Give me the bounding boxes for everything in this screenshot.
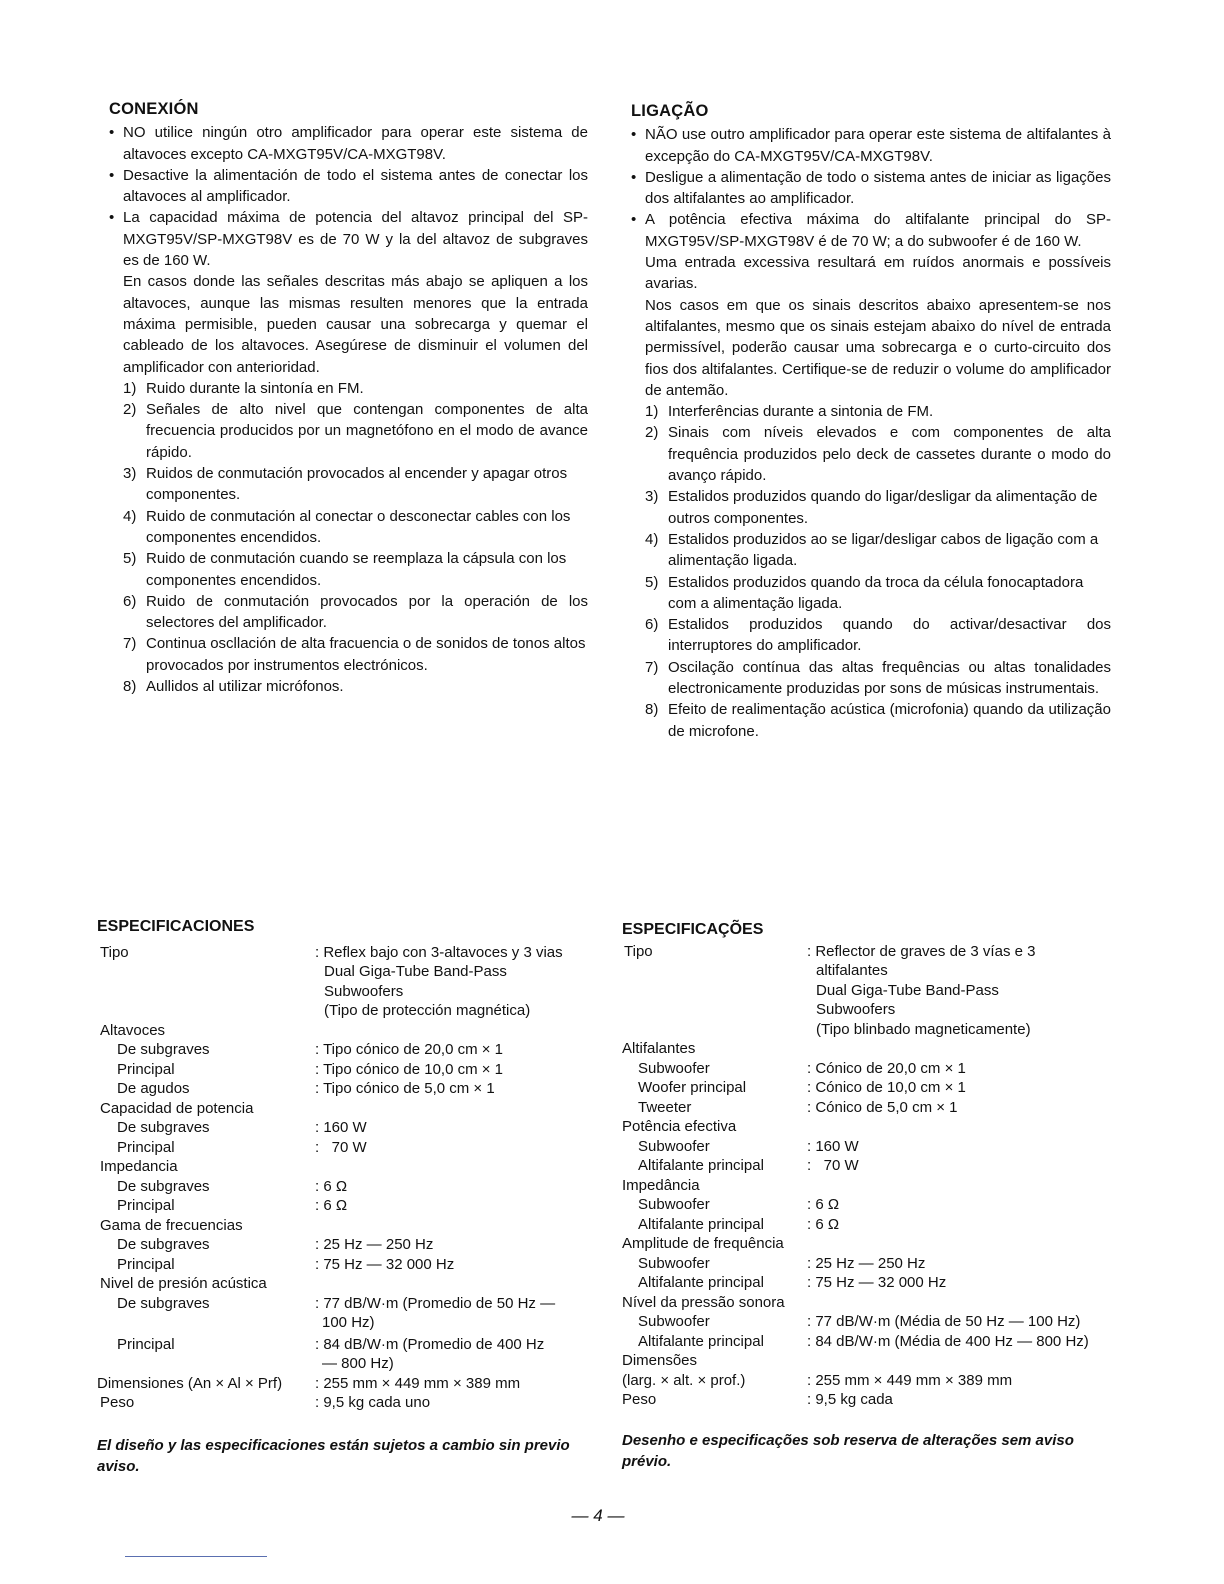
ligacao-item-7: 7) Oscilação contínua das altas frequências ou altas tonalidades electronicamente produzidas por sons de músicas instrumentais. (645, 658, 1111, 698)
ligacao-item-2: 2) Sinais com níveis elevados e com componentes de alta frequência produzidos pelo deck de cassetes durante o modo do avanço rápido. (645, 424, 1111, 485)
spec-pt-impedancia: Impedância (622, 1176, 700, 1194)
spec-es-tipo: Tipo : Reflex bajo con 3-altavoces y 3 vias Dual Giga-Tube Band-Pass Subwoofers (Tipo de protección magnética) (100, 943, 563, 1019)
spec-pt-section: ESPECIFICAÇÕES Tipo : Reflector de graves de 3 vías e 3 altifalantes Dual Giga-Tube Band-Pass Subwoofers (Tipo blinbado magneticamente) Altifalantes Subwoofer : Cónico de 20,0 cm × 1 Woofer principal : Cónico de 10,0 cm × 1 Tweeter : Cónico de 5,0 cm × 1 Potência efectiva Subwoofer : 160 W Altifalante principal : 70 W Impedância Subwoofer : 6 Ω Altifalante principal : 6 Ω Amplitude de frequência Subwoofer : 25 Hz — 250 Hz Altifalante principal : 75 Hz — 32 000 Hz Nível da pressão sonora Subwoofer : 77 dB/W·m (Média de 50 Hz — 100 Hz) Altifalante principal : 84 dB/W·m (Média de 400 Hz — 800 Hz) Dimensões (larg. × alt. × prof.) : 255 mm × 449 mm × 389 mm Peso : 9,5 kg cada Desenho e especificações sob reserva de alterações sem aviso prévio. (622, 920, 1112, 1472)
conexion-item-2: 2) Señales de alto nivel que contengan componentes de alta frecuencia producidos por un magnetófono en el modo de avance rápido. (123, 401, 588, 461)
spec-pt-tipo: Tipo : Reflector de graves de 3 vías e 3 altifalantes Dual Giga-Tube Band-Pass Subwoofers (Tipo blinbado magneticamente) (624, 942, 1036, 1038)
spec-es-nivel: Nivel de presión acústica (100, 1275, 267, 1292)
spec-pt-amplitude: Amplitude de frequência (622, 1235, 784, 1252)
spec-es-note: El diseño y las especificaciones están sujetos a cambio sin previo aviso. (97, 1436, 570, 1475)
ligacao-item-3: 3) Estalidos produzidos quando do ligar/desligar da alimentação de outros componentes. (645, 488, 1098, 527)
ligacao-item-4: 4) Estalidos produzidos ao se ligar/desligar cabos de ligação com a alimentação ligada. (645, 530, 1099, 570)
ligacao-title: LIGAÇÃO (631, 102, 709, 120)
spec-es-altavoces: Altavoces (100, 1021, 166, 1039)
ligacao-list (628, 401, 1111, 742)
ligacao-bullet-3: • A potência efectiva máxima do altifalante principal do SP-MXGT95V/SP-MXGT98V é de 70 W; a do subwoofer é de 160 W. (628, 209, 1111, 252)
ligacao-paragraph-1: Uma entrada excessiva resultará em ruídos anormais e possíveis avarias. (645, 254, 1111, 293)
spec-pt-potencia: Potência efectiva (622, 1118, 737, 1135)
conexion-item-8: 8) Aullidos al utilizar micrófonos. (123, 678, 344, 696)
ligacao-paragraph-2: Nos casos em que os sinais descritos abaixo apresentem-se nos altifalantes, mesmo que os sinais estejam abaixo do nível de entrada permissível, poderão causar uma sobrecarga e o curto-circuito dos fios dos altifalantes. Certifique-se de reduzir o volume do amplificador de antemão. (645, 296, 1111, 399)
ligacao-item-6: 6) Estalidos produzidos quando do activar/desactivar dos interruptores do amplificador. (645, 616, 1111, 655)
conexion-item-1: 1) Ruido durante la sintonía en FM. (123, 379, 364, 397)
spec-pt-title: ESPECIFICAÇÕES (622, 921, 764, 938)
conexion-item-4: 4) Ruido de conmutación al conectar o desconectar cables con los componentes encendidos. (123, 507, 571, 546)
spec-es-title: ESPECIFICACIONES (97, 918, 255, 935)
spec-es-impedancia: Impedancia (100, 1158, 178, 1175)
conexion-item-5: 5) Ruido de conmutación cuando se reemplaza la cápsula con los componentes encendidos. (123, 550, 567, 589)
spec-es-capacidad: Capacidad de potencia (100, 1099, 254, 1117)
conexion-bullet-1: • NO utilice ningún otro amplificador para operar este sistema de altavoces excepto CA-MXGT95V/CA-MXGT98V. (106, 122, 588, 165)
conexion-bullet-2: • Desactive la alimentación de todo el sistema antes de conectar los altavoces al amplificador. (106, 165, 588, 208)
conexion-paragraph: En casos donde las señales descritas más abajo se apliquen a los altavoces, aunque las mismas resulten menores que la entrada máxima permisible, pueden causar una sobrecarga y quemar el cableado de los altavoces. Asegúrese de disminuir el volumen del amplificador con anterioridad. (123, 273, 588, 376)
conexion-title: CONEXIÓN (109, 100, 199, 118)
spec-es-gama: Gama de frecuencias (100, 1216, 243, 1234)
ligacao-section (628, 101, 1111, 742)
ligacao-item-5: 5) Estalidos produzidos quando da troca da célula fonocaptadora com a alimentação ligada. (645, 573, 1084, 612)
spec-es-section: ESPECIFICACIONES Tipo : Reflex bajo con 3-altavoces y 3 vias Dual Giga-Tube Band-Pass Subwoofers (Tipo de protección magnética) Altavoces De subgraves : Tipo cónico de 20,0 cm × 1 Principal : Tipo cónico de 10,0 cm × 1 De agudos : Tipo cónico de 5,0 cm × 1 Capacidad de potencia De subgraves : 160 W Principal : 70 W Impedancia De subgraves : 6 Ω Principal : 6 Ω Gama de frecuencias De subgraves : 25 Hz — 250 Hz Principal : 75 Hz — 32 000 Hz Nivel de presión acústica De subgraves : 77 dB/W·m (Promedio de 50 Hz — 100 Hz) Principal : 84 dB/W·m (Promedio de 400 Hz — 800 Hz) Dimensiones (An × Al × Prf) : 255 mm × 449 mm × 389 mm Peso : 9,5 kg cada uno El diseño y las especificaciones están sujetos a cambio sin previo aviso. (97, 917, 597, 1477)
spec-pt-altifalantes: Altifalantes (622, 1040, 696, 1057)
spec-pt-dimensoes: Dimensões (622, 1352, 698, 1369)
footer-rule (125, 1556, 267, 1557)
conexion-item-3: 3) Ruidos de conmutación provocados al encender y apagar otros componentes. (123, 465, 568, 504)
ligacao-bullet-2: • Desligue a alimentação de todo o sistema antes de iniciar as ligações dos altifalantes ao amplificador. (628, 167, 1111, 210)
conexion-bullet-3: • La capacidad máxima de potencia del altavoz principal del SP-MXGT95V/SP-MXGT98V es de 70 W y la del altavoz de subgraves es de 160 W. (106, 207, 588, 271)
conexion-item-7: 7) Continua oscllación de alta fracuencia o de sonidos de tonos altos provocados por instrumentos electrónicos. (123, 635, 586, 674)
spec-pt-note: Desenho e especificações sob reserva de alterações sem aviso prévio. (622, 1431, 1074, 1470)
ligacao-bullet-1: • NÃO use outro amplificador para operar este sistema de altifalantes à excepção do CA-MXGT95V/CA-MXGT98V. (628, 124, 1111, 167)
conexion-item-6: 6) Ruido de conmutación provocados por la operación de los selectores del amplificador. (123, 592, 588, 632)
ligacao-item-1: 1) Interferências durante a sintonia de FM. (645, 403, 934, 421)
ligacao-item-8: 8) Efeito de realimentação acústica (microfonia) quando da utilização de microfone. (645, 701, 1111, 740)
page-number: — 4 — (571, 1506, 625, 1525)
conexion-list (106, 378, 588, 697)
conexion-section (106, 99, 588, 697)
spec-pt-nivel: Nível da pressão sonora (622, 1293, 785, 1311)
